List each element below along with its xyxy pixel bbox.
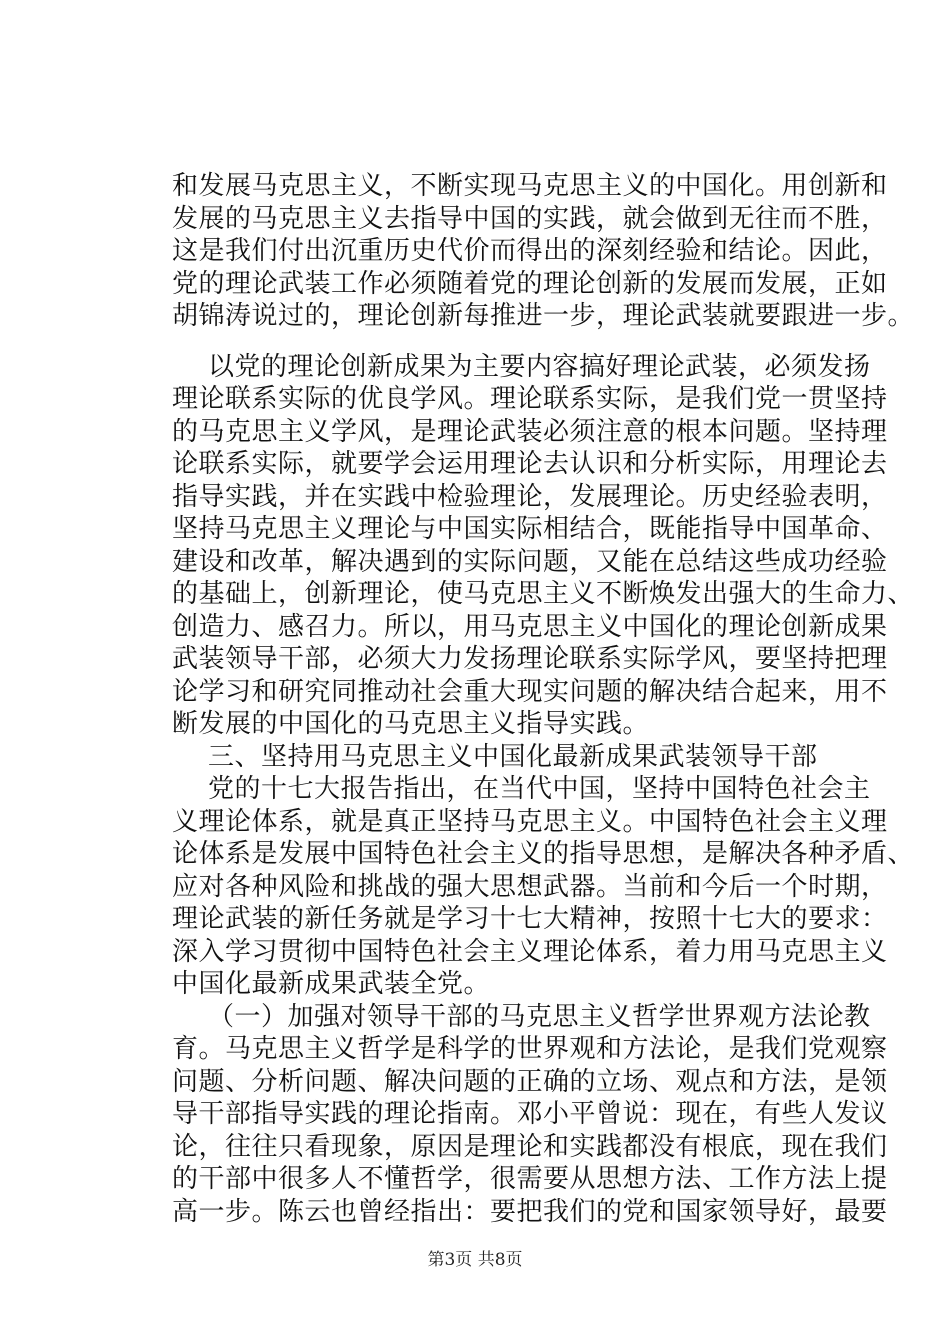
- subsection-heading: （一）加强对领导干部的马克思主义哲学世界观方法论教: [208, 1002, 871, 1032]
- text-line: 发展的马克思主义去指导中国的实践，就会做到无往而不胜，: [172, 204, 888, 234]
- section-heading: 三、坚持用马克思主义中国化最新成果武装领导干部: [208, 742, 818, 772]
- text-line: 党的十七大报告指出，在当代中国，坚持中国特色社会主: [208, 774, 871, 804]
- text-line: 武装领导干部，必须大力发扬理论联系实际学风，要坚持把理: [172, 644, 888, 674]
- text-line: 论体系是发展中国特色社会主义的指导思想，是解决各种矛盾、: [172, 839, 915, 869]
- text-line: 指导实践，并在实践中检验理论，发展理论。历史经验表明，: [172, 482, 888, 512]
- text-line: 坚持马克思主义理论与中国实际相结合，既能指导中国革命、: [172, 514, 888, 544]
- text-line: 深入学习贯彻中国特色社会主义理论体系，着力用马克思主义: [172, 937, 888, 967]
- text-line: 的马克思主义学风，是理论武装必须注意的根本问题。坚持理: [172, 417, 888, 447]
- text-line: 育。马克思主义哲学是科学的世界观和方法论，是我们党观察: [172, 1034, 888, 1064]
- text-line: 建设和改革，解决遇到的实际问题，又能在总结这些成功经验: [172, 547, 888, 577]
- text-line: 义理论体系，就是真正坚持马克思主义。中国特色社会主义理: [172, 807, 888, 837]
- page-number-footer: 第3页 共8页: [427, 1250, 523, 1270]
- text-line: 胡锦涛说过的，理论创新每推进一步，理论武装就要跟进一步。: [172, 301, 915, 331]
- text-line: 理论联系实际的优良学风。理论联系实际，是我们党一贯坚持: [172, 384, 888, 414]
- text-line: 的基础上，创新理论，使马克思主义不断焕发出强大的生命力、: [172, 579, 915, 609]
- text-line: 导干部指导实践的理论指南。邓小平曾说：现在，有些人发议: [172, 1099, 888, 1129]
- text-line: 以党的理论创新成果为主要内容搞好理论武装，必须发扬: [208, 352, 871, 382]
- text-line: 理论武装的新任务就是学习十七大精神，按照十七大的要求：: [172, 904, 888, 934]
- text-line: 的干部中很多人不懂哲学，很需要从思想方法、工作方法上提: [172, 1164, 888, 1194]
- text-line: 断发展的中国化的马克思主义指导实践。: [172, 709, 650, 739]
- text-line: 中国化最新成果武装全党。: [172, 969, 491, 999]
- text-line: 创造力、感召力。所以，用马克思主义中国化的理论创新成果: [172, 612, 888, 642]
- text-line: 党的理论武装工作必须随着党的理论创新的发展而发展，正如: [172, 269, 888, 299]
- text-line: 应对各种风险和挑战的强大思想武器。当前和今后一个时期，: [172, 872, 888, 902]
- text-line: 问题、分析问题、解决问题的正确的立场、观点和方法，是领: [172, 1067, 888, 1097]
- text-line: 论学习和研究同推动社会重大现实问题的解决结合起来，用不: [172, 677, 888, 707]
- text-line: 和发展马克思主义，不断实现马克思主义的中国化。用创新和: [172, 171, 888, 201]
- text-line: 这是我们付出沉重历史代价而得出的深刻经验和结论。因此，: [172, 236, 888, 266]
- text-line: 论联系实际，就要学会运用理论去认识和分析实际，用理论去: [172, 449, 888, 479]
- text-line: 高一步。陈云也曾经指出：要把我们的党和国家领导好，最要: [172, 1197, 888, 1227]
- text-line: 论，往往只看现象，原因是理论和实践都没有根底，现在我们: [172, 1132, 888, 1162]
